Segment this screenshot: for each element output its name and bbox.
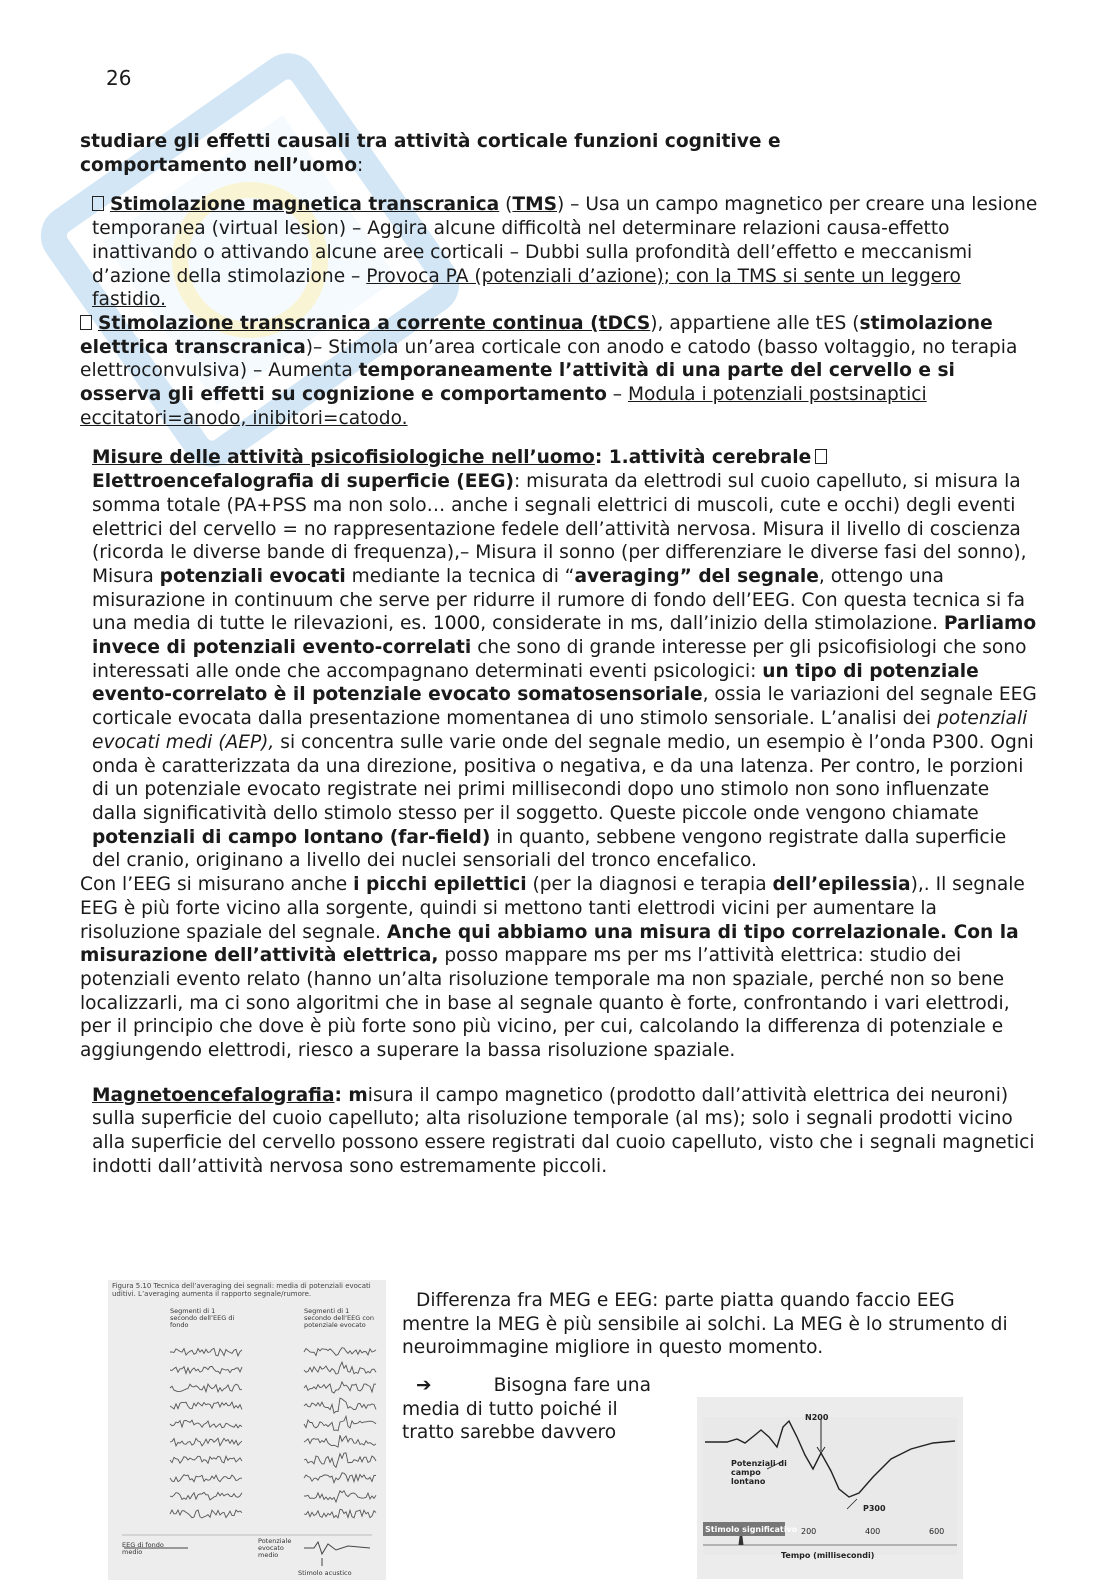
eeg-trace <box>170 1420 242 1428</box>
x-tick-label: 600 <box>929 1527 945 1536</box>
meg-eeg-difference-text: Differenza fra MEG e EEG: parte piatta quando faccio EEG mentre la MEG è più sensibile ai solchi. La MEG è lo strumento di neuroimmagine migliore in questo momento. <box>402 1290 1008 1359</box>
figure-caption: Figura 5.10 Tecnica dell’averaging dei segnali: media di potenziali evocati uditivi. L’averaging aumenta il rapporto segnale/rumore. <box>112 1282 371 1298</box>
p300-label: P300 <box>863 1504 886 1513</box>
eeg-trace <box>170 1438 242 1446</box>
intro-heading: studiare gli effetti causali tra attività corticale funzioni cognitive e comportamento nell’uomo: <box>80 131 781 176</box>
eeg-epilepsy-paragraph: Con l’EEG si misurano anche i picchi epilettici (per la diagnosi e terapia dell’epilessia),. Il segnale EEG è più forte vicino alla sorgente, quindi si mettono tanti elettrodi vicini per aumentare la risoluzione spaziale del segnale. Anche qui abbiamo una misura di tipo correlazionale. Con la misurazione dell’attività elettrica, posso mappare ms per ms l’attività elettrica: studio dei potenziali evento relato (hanno un’alta risoluzione temporale ma non spaziale, perché non so bene localizzarli, ma ci sono algoritmi che in base al segnale quanto è forte, confrontando i vari elettrodi, per il principio che dove è più forte sono più vicino, per cui, calcolando la differenza di potenziale e aggiungendo elettrodi, riesco a superare la bassa risoluzione spaziale. <box>80 874 1025 1062</box>
eeg-trace <box>304 1491 376 1502</box>
checkbox-glyph-icon <box>92 196 104 211</box>
eeg-trace <box>170 1475 242 1482</box>
figure-footer-label: EEG di fondo medio <box>122 1541 164 1556</box>
x-tick-label: 400 <box>865 1527 881 1536</box>
stimulus-label: Stimolo significativo <box>705 1525 798 1534</box>
page-number: 26 <box>106 66 132 90</box>
figure-column-label: Segmenti di 1 secondo dell’EEG con potenziale evocato <box>304 1307 375 1329</box>
averaging-note: ➔ Bisogna fare una media di tutto poiché il tratto sarebbe davvero <box>402 1375 651 1444</box>
eeg-trace <box>170 1492 242 1499</box>
figure-column-label: Segmenti di 1 secondo dell’EEG di fondo <box>170 1307 235 1329</box>
tdcs-paragraph: Stimolazione transcranica a corrente continua (tDCS), appartiene alle tES (stimolazione elettrica transcranica)– Stimola un’area corticale con anodo e catodo (basso voltaggio, no terapia elettroconvulsiva) – Aumenta temporaneamente l’attività di una parte del cervello e si osserva gli effetti su cognizione e comportamento – Modula i potenziali postsinaptici eccitatori=anodo, inibitori=catodo. <box>80 312 1018 429</box>
eeg-trace <box>304 1382 376 1393</box>
eeg-trace <box>170 1366 242 1373</box>
eeg-trace <box>304 1509 376 1518</box>
eeg-trace <box>170 1456 242 1463</box>
tms-paragraph: Stimolazione magnetica transcranica (TMS) – Usa un campo magnetico per creare una lesione temporanea (virtual lesion) – Aggira alcune difficoltà nel determinare relazioni causa-effetto inattivando o attivando alcune aree corticali – Dubbi sulla profondità dell’effetto e meccanismi d’azione della stimolazione – Provoca PA (potenziali d’azione); con la TMS si sente un leggero fastidio. <box>92 194 1038 311</box>
eeg-trace <box>170 1402 242 1409</box>
eeg-trace <box>304 1398 376 1413</box>
document-body <box>80 130 1040 1179</box>
eeg-trace <box>304 1362 376 1374</box>
checkbox-glyph-icon <box>80 315 92 330</box>
n200-label: N200 <box>805 1413 829 1422</box>
eeg-trace <box>304 1348 376 1356</box>
eeg-trace <box>170 1348 242 1356</box>
x-axis-label: Tempo (millisecondi) <box>781 1551 875 1560</box>
eeg-trace <box>170 1510 242 1518</box>
x-tick-label: 200 <box>801 1527 817 1536</box>
figure-footer-label: Stimolo acustico <box>298 1569 352 1577</box>
eeg-traces <box>108 1280 386 1580</box>
eeg-trace <box>304 1473 376 1483</box>
meg-paragraph: Magnetoencefalografia: misura il campo magnetico (prodotto dall’attività elettrica dei neuroni) sulla superficie del cuoio capelluto; alta risoluzione temporale (al ms); solo i segnali prodotti vicino alla superficie del cervello possono essere registrati dal cuoio capelluto, visto che i segnali magnetici indotti dall’attività nervosa sono estremamente piccoli. <box>92 1084 1035 1177</box>
far-field-label: Potenziali di campo lontano <box>731 1459 787 1486</box>
checkbox-glyph-icon <box>815 449 827 464</box>
eeg-trace <box>304 1435 376 1447</box>
eeg-trace <box>170 1384 242 1392</box>
evoked-potential-figure <box>697 1397 963 1579</box>
eeg-trace <box>304 1416 376 1430</box>
arrow-icon: ➔ <box>416 1375 432 1396</box>
eeg-trace <box>304 1453 376 1467</box>
averaging-figure <box>108 1280 386 1580</box>
figure-footer-label: Potenziale evocato medio <box>258 1537 292 1559</box>
eeg-paragraph: Misure delle attività psicofisiologiche nell’uomo: 1.attività cerebraleElettroencefalografia di superficie (EEG): misurata da elettrodi sul cuoio capelluto, si misura la somma totale (PA+PSS ma non solo… anche i segnali elettrici di muscoli, cute e occhi) degli eventi elettrici del cervello = no rappresentazione fedele dell’attività nervosa. Misura il livello di coscienza (ricorda le diverse bande di frequenza),– Misura il sonno (per differenziare le diverse fasi del sonno), Misura potenziali evocati mediante la tecnica di “averaging” del segnale, ottengo una misurazione in continuum che serve per ridurre il rumore di fondo dell’EEG. Con questa tecnica si fa una media di tutte le rilevazioni, es. 1000, considerate in ms, dall’inizio della stimolazione. Parliamo invece di potenziali evento-correlati che sono di grande interesse per gli psicofisiologi che sono interessati alle onde che accompagnano determinati eventi psicologici: un tipo di potenziale evento-correlato è il potenziale evocato somatosensoriale, ossia le variazioni del segnale EEG corticale evocata dalla presentazione momentanea di uno stimolo sensoriale. L’analisi dei potenziali evocati medi (AEP), si concentra sulle varie onde del segnale medio, un esempio è l’onda P300. Ogni onda è caratterizzata da una direzione, positiva o negativa, e da una latenza. Per contro, le porzioni di un potenziale evocato registrate nei primi millisecondi dopo uno stimolo non sono influenzate dalla significatività dello stimolo stesso per il soggetto. Queste piccole onde vengono chiamate potenziali di campo lontano (far-field) in quanto, sebbene vengono registrate dalla superficie del cranio, originano a livello dei nuclei sensoriali del tronco encefalico. <box>92 447 1037 872</box>
